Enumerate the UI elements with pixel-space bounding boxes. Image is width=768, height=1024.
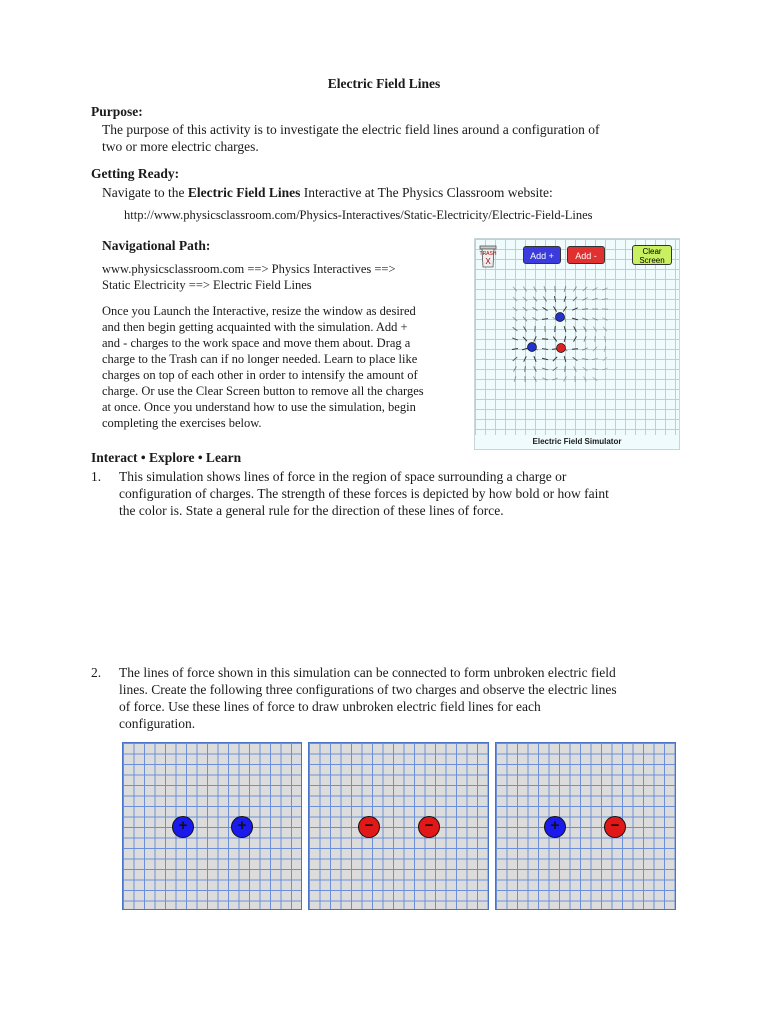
force-vector (532, 317, 537, 320)
force-vector (523, 317, 527, 321)
negative-charge: − (418, 816, 440, 838)
force-vector (602, 288, 608, 290)
force-vector (603, 327, 607, 332)
force-vector (592, 298, 598, 300)
navigate-prefix: Navigate to the (102, 185, 188, 200)
force-vector (592, 368, 598, 369)
force-vector (514, 376, 516, 382)
question-line: configuration of charges. The strength of these forces is depicted by how bold or how faint (119, 486, 609, 501)
instruction-line: completing the exercises below. (102, 416, 262, 430)
force-vector (512, 338, 518, 340)
sim-negative-charge (557, 344, 566, 353)
force-vector (523, 287, 527, 292)
force-vector (542, 319, 548, 320)
navigate-suffix: Interactive at The Physics Classroom website: (300, 185, 553, 200)
instruction-line: and then begin getting acquainted with the simulation. Add + (102, 320, 408, 334)
force-vector (604, 336, 605, 342)
nav-path-line1: www.physicsclassroom.com ==> Physics Interactives ==> (102, 262, 396, 276)
force-vector (534, 356, 536, 362)
force-vector (552, 378, 558, 380)
trash-label: TRASH (479, 251, 497, 257)
force-vector (584, 326, 587, 331)
navigate-instruction (102, 184, 553, 201)
force-vector (565, 366, 566, 372)
force-vector (582, 358, 588, 359)
force-vector (593, 347, 597, 351)
config-panel-positive-positive (122, 742, 302, 910)
instruction-line: charges on top of each other in order to intensify the amount of (102, 368, 418, 382)
force-vector (593, 327, 596, 332)
question-line: of force. Use these lines of force to draw unbroken electric field lines for each (119, 699, 541, 714)
question-1-text (119, 468, 609, 519)
simulator-caption: Electric Field Simulator (475, 435, 679, 449)
clear-label-line1: Clear (642, 247, 662, 256)
force-vector (574, 366, 577, 371)
sim-positive-charge (528, 343, 537, 352)
force-vector (513, 357, 518, 361)
force-vector (584, 376, 587, 381)
force-vector (522, 348, 528, 350)
instruction-line: Once you Launch the Interactive, resize the window as desired (102, 304, 416, 318)
force-vector (564, 376, 567, 381)
force-vectors (512, 286, 608, 382)
force-vector (602, 309, 608, 310)
force-vector (564, 296, 566, 302)
force-vector (513, 327, 518, 331)
force-vector (514, 366, 517, 371)
force-vector (542, 307, 547, 310)
instructions-paragraph (102, 303, 467, 431)
question-2-number: 2. (91, 665, 102, 680)
force-vector (582, 348, 588, 350)
force-vector (513, 307, 518, 311)
force-vector (542, 378, 547, 380)
force-vector (603, 357, 607, 361)
force-vector (572, 318, 578, 320)
add-positive-button: Add + (523, 246, 561, 264)
force-vector (523, 337, 527, 341)
force-vector (534, 336, 536, 341)
force-vector (574, 326, 577, 331)
force-vector (543, 296, 546, 301)
simulator-screenshot (474, 238, 680, 450)
interactive-name: Electric Field Lines (187, 185, 301, 200)
question-line: lines. Create the following three configurations of two charges and observe the electric lines (119, 682, 617, 697)
getting-ready-heading: Getting Ready: (91, 166, 180, 181)
force-vector (582, 309, 588, 310)
field-vectors (475, 239, 679, 435)
force-vector (602, 299, 608, 300)
force-vector (533, 286, 536, 291)
force-vector (524, 356, 527, 361)
force-vector (553, 367, 558, 371)
force-vector (553, 337, 556, 342)
force-vector (573, 357, 578, 361)
force-vector (574, 336, 577, 341)
force-vector (553, 357, 557, 361)
question-line: This simulation shows lines of force in the region of space surrounding a charge or (119, 469, 567, 484)
force-vector (564, 326, 566, 332)
force-vector (604, 346, 606, 352)
force-vector (534, 376, 537, 381)
purpose-heading: Purpose: (91, 104, 143, 119)
force-vector (564, 336, 566, 342)
force-vector (542, 368, 548, 370)
question-2-text (119, 664, 617, 732)
purpose-text-line1: The purpose of this activity is to investigate the electric field lines around a configuration of (102, 122, 600, 137)
positive-charge: + (544, 816, 566, 838)
instruction-line: charge. Or use the Clear Screen button to remove all the charges (102, 384, 424, 398)
config-panel-positive-negative (495, 742, 676, 910)
config-panel-negative-negative (308, 742, 489, 910)
force-vector (564, 286, 566, 292)
force-vector (592, 318, 597, 321)
force-vector (583, 287, 588, 291)
page-title: Electric Field Lines (327, 76, 441, 91)
question-line: The lines of force shown in this simulation can be connected to form unbroken electric field (119, 665, 616, 680)
force-vector (584, 336, 586, 342)
force-vector (553, 306, 556, 311)
force-vector (544, 286, 546, 292)
nav-path-line2: Static Electricity ==> Electric Field Lines (102, 278, 312, 292)
force-vector (573, 297, 577, 301)
instruction-line: and - charges to the work space and move them about. Drag a (102, 336, 411, 350)
website-url[interactable]: http://www.physicsclassroom.com/Physics-Interactives/Static-Electricity/Electric-Field-Lines (124, 208, 593, 222)
force-vector (533, 297, 537, 301)
clear-label-line2: Screen (639, 256, 665, 265)
force-vector (572, 349, 578, 350)
positive-charge: + (231, 816, 253, 838)
force-vector (582, 298, 587, 301)
question-line: the color is. State a general rule for the direction of these lines of force. (119, 503, 504, 518)
question-line: configuration. (119, 716, 196, 731)
instruction-line: charge to the Trash can if no longer needed. Learn to place like (102, 352, 418, 366)
sim-positive-charge (556, 313, 565, 322)
force-vector (564, 356, 566, 362)
force-vector (593, 377, 598, 381)
force-vector (583, 367, 588, 371)
interact-heading: Interact • Explore • Learn (91, 450, 242, 465)
force-vector (513, 317, 518, 321)
force-vector (592, 288, 597, 291)
nav-path-heading: Navigational Path: (102, 238, 211, 253)
force-vector (554, 296, 555, 302)
force-vector (592, 358, 598, 359)
force-vector (525, 366, 526, 372)
add-negative-button: Add - (567, 246, 605, 264)
purpose-text-line2: two or more electric charges. (102, 139, 259, 154)
question-1-number: 1. (91, 469, 102, 484)
force-vector (533, 307, 538, 310)
negative-charge: − (604, 816, 626, 838)
force-vector (573, 287, 576, 292)
positive-charge: + (172, 816, 194, 838)
force-vector (513, 297, 517, 301)
force-vector (512, 348, 518, 349)
trash-x: X (485, 257, 491, 266)
instruction-line: at once. Once you understand how to use the simulation, begin (102, 400, 416, 414)
force-vector (602, 318, 607, 321)
force-vector (524, 326, 527, 331)
force-vector (602, 368, 608, 370)
negative-charge: − (358, 816, 380, 838)
force-vector (582, 318, 588, 320)
force-vector (563, 307, 566, 312)
force-vector (545, 326, 546, 332)
force-vector (542, 349, 548, 350)
force-vector (572, 308, 578, 310)
force-vector (542, 358, 548, 360)
force-vector (523, 297, 527, 301)
force-vector (523, 307, 527, 311)
force-vector (534, 366, 537, 371)
force-vector (513, 287, 517, 292)
